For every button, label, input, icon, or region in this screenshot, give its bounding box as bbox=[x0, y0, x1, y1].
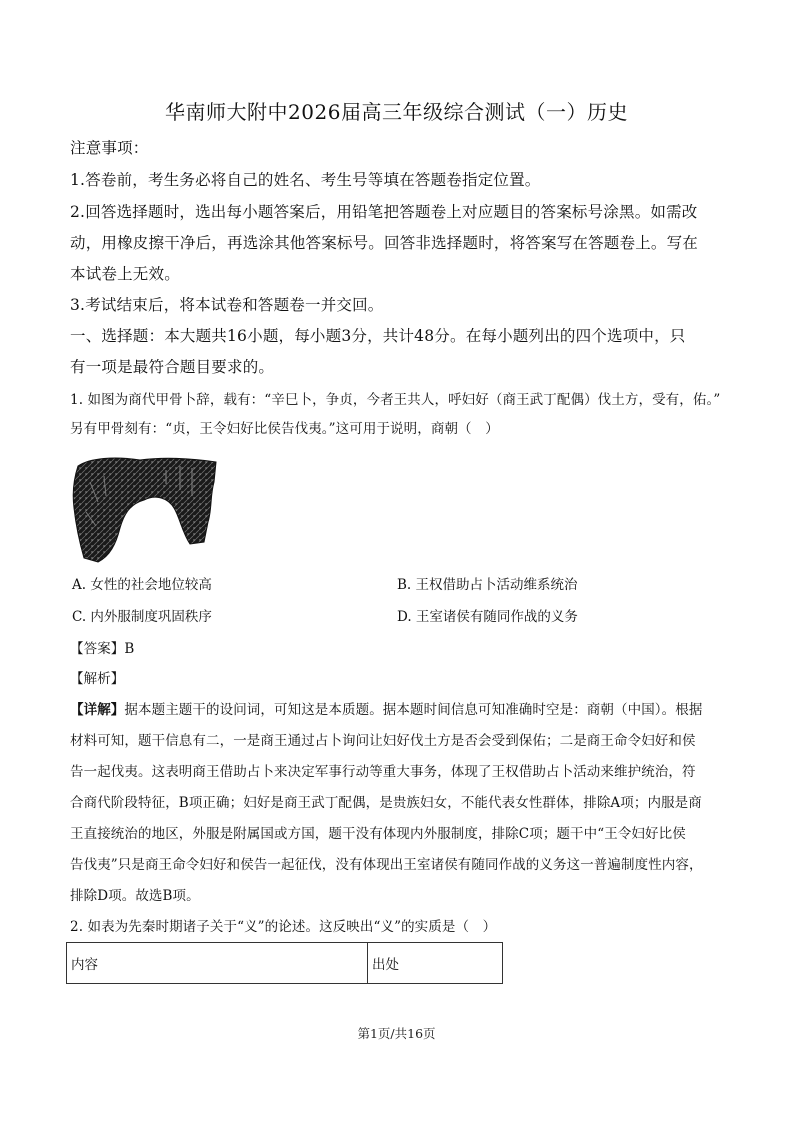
detail-line-4: 合商代阶段特征，B项正确；妇好是商王武丁配偶，是贵族妇女，不能代表女性群体，排除A项；内服是商 bbox=[70, 795, 702, 811]
notice-heading: 注意事项： bbox=[70, 139, 149, 157]
notice-item-2-line-1: 2.回答选择题时，选出每小题答案后，用铅笔把答题卷上对应题目的答案标号涂黑。如需改 bbox=[70, 203, 698, 221]
option-d: D. 王室诸侯有随同作战的义务 bbox=[397, 609, 578, 625]
table-header-content: 内容 bbox=[67, 943, 368, 984]
question-1-stem-line-2: 另有甲骨刻有：“贞，王令妇好比侯告伐夷。”这可用于说明，商朝（ ） bbox=[70, 421, 499, 437]
notice-item-2-line-3: 本试卷上无效。 bbox=[70, 265, 180, 283]
notice-item-3: 3.考试结束后，将本试卷和答题卷一并交回。 bbox=[70, 296, 384, 314]
detail-line-5: 王直接统治的地区，外服是附属国或方国，题干没有体现内外服制度，排除C项；题干中“王令妇好比侯 bbox=[70, 826, 686, 842]
section-1-line-1: 一、选择题：本大题共16小题，每小题3分，共计48分。在每小题列出的四个选项中，只 bbox=[70, 327, 686, 345]
section-1-line-2: 有一项是最符合题目要求的。 bbox=[70, 358, 275, 376]
detail-line-3: 告一起伐夷。这表明商王借助占卜来决定军事行动等重大事务，体现了王权借助占卜活动来维护统治，符 bbox=[70, 764, 696, 780]
notice-item-1: 1.答卷前，考生务必将自己的姓名、考生号等填在答题卷指定位置。 bbox=[70, 171, 541, 189]
option-b: B. 王权借助占卜活动维系统治 bbox=[397, 577, 578, 593]
detail-text-1: 据本题主题干的设问词，可知这是本质题。据本题时间信息可知准确时空是：商朝（中国）。根据 bbox=[124, 702, 703, 718]
detail-line-6: 告伐夷”只是商王命令妇好和侯告一起征伐，没有体现出王室诸侯有随同作战的义务这一普遍制度性内容， bbox=[70, 857, 703, 873]
analysis-label: 【解析】 bbox=[70, 671, 125, 687]
page-footer: 第1页/共16页 bbox=[357, 1026, 436, 1041]
question-2-stem: 2. 如表为先秦时期诸子关于“义”的论述。这反映出“义”的实质是（ ） bbox=[70, 919, 497, 935]
question-1-stem-line-1: 1. 如图为商代甲骨卜辞，载有：“辛巳卜，争贞，今者王共人，呼妇好（商王武丁配偶）伐土方，受有，佑。” bbox=[70, 392, 721, 408]
table-header-row bbox=[67, 943, 503, 984]
answer-value: B bbox=[124, 641, 135, 657]
sources-table bbox=[66, 942, 503, 984]
detail-line-7: 排除D项。故选B项。 bbox=[70, 888, 200, 904]
answer-label: 【答案】 bbox=[70, 641, 125, 657]
detail-line-1 bbox=[70, 698, 702, 718]
detail-line-2: 材料可知，题干信息有二，一是商王通过占卜询问让妇好伐土方是否会受到保佑；二是商王命令妇好和侯 bbox=[70, 733, 696, 749]
notice-item-2-line-2: 动，用橡皮擦干净后，再选涂其他答案标号。回答非选择题时，将答案写在答题卷上。写在 bbox=[70, 234, 699, 252]
answer-row bbox=[70, 637, 134, 657]
table-header-source: 出处 bbox=[368, 943, 503, 984]
page-title: 华南师大附中2026届高三年级综合测试（一）历史 bbox=[165, 100, 628, 124]
option-a: A. 女性的社会地位较高 bbox=[72, 577, 212, 593]
detail-label: 【详解】 bbox=[70, 702, 125, 718]
option-c: C. 内外服制度巩固秩序 bbox=[72, 609, 212, 625]
oracle-bone-image bbox=[70, 452, 220, 564]
